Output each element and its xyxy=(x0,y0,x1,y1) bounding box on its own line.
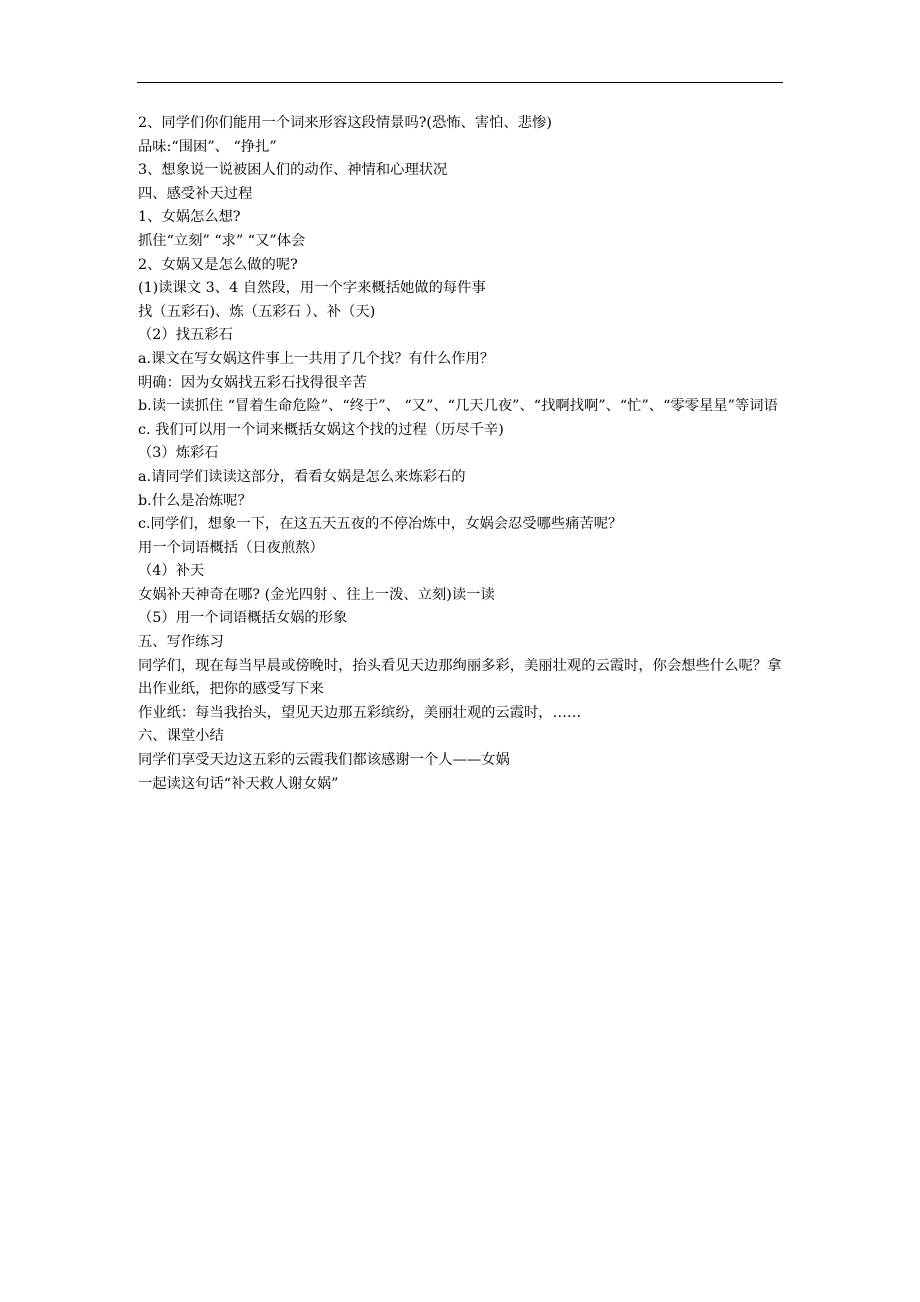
text-line: 2、女娲又是怎么做的呢? xyxy=(138,256,298,273)
text-line: 女娲补天神奇在哪? (金光四射 、往上一泼、立刻)读一读 xyxy=(138,586,495,603)
text-line: c. 我们可以用一个词来概括女娲这个找的过程（历尽千辛) xyxy=(138,421,504,438)
text-line: 明确：因为女娲找五彩石找得很辛苦 xyxy=(138,374,367,391)
subsection-heading: （3）炼彩石 xyxy=(138,445,219,462)
section-heading: 六、课堂小结 xyxy=(138,728,224,745)
text-line: a.课文在写女娲这件事上一共用了几个找？有什么作用？ xyxy=(138,350,495,367)
text-line: (1)读课文 3、4 自然段，用一个字来概括她做的每件事 xyxy=(138,280,486,297)
document-body xyxy=(138,112,786,796)
subsection-heading: （5）用一个词语概括女娲的形象 xyxy=(138,610,348,627)
text-line: 用一个词语概括（日夜煎熬） xyxy=(138,539,324,556)
text-line: 2、同学们你们能用一个词来形容这段情景吗?(恐怖、害怕、悲惨) xyxy=(138,115,552,131)
header-rule xyxy=(137,82,783,83)
text-line: 找（五彩石)、炼（五彩石 ）、补（天) xyxy=(138,303,376,320)
subsection-heading: （4）补天 xyxy=(138,563,205,580)
text-line: 品味:“围困”、 “挣扎” xyxy=(138,138,277,155)
text-line: 一起读这句话“补天救人谢女娲” xyxy=(138,775,339,792)
text-line: c.同学们，想象一下，在这五天五夜的不停冶炼中，女娲会忍受哪些痛苦呢？ xyxy=(138,516,623,533)
text-line: a.请同学们读读这部分，看看女娲是怎么来炼彩石的 xyxy=(138,468,466,485)
section-heading: 五、写作练习 xyxy=(138,634,224,651)
text-line: b.什么是冶炼呢？ xyxy=(138,492,252,509)
text-line: 同学们，现在每当早晨或傍晚时，抬头看见天边那绚丽多彩，美丽壮观的云霞时，你会想些什么呢？拿出作业纸，把你的感受写下来 xyxy=(138,657,782,698)
subsection-heading: （2）找五彩石 xyxy=(138,327,233,344)
text-line: 1、女娲怎么想? xyxy=(138,209,241,226)
text-line: 3、想象说一说被困人们的动作、神情和心理状况 xyxy=(138,162,448,179)
text-line: 同学们享受天边这五彩的云霞我们都该感谢一个人——女娲 xyxy=(138,752,510,769)
text-line: 作业纸：每当我抬头，望见天边那五彩缤纷，美丽壮观的云霞时，…… xyxy=(138,704,582,721)
text-line: b.读一读抓住 “冒着生命危险”、“终于”、 “又”、“几天几夜”、“找啊找啊”、“忙”、“零零星星”等词语 xyxy=(138,398,778,415)
section-heading: 四、感受补天过程 xyxy=(138,185,253,202)
text-line: 抓住“立刻” “求” “又”体会 xyxy=(138,232,306,249)
